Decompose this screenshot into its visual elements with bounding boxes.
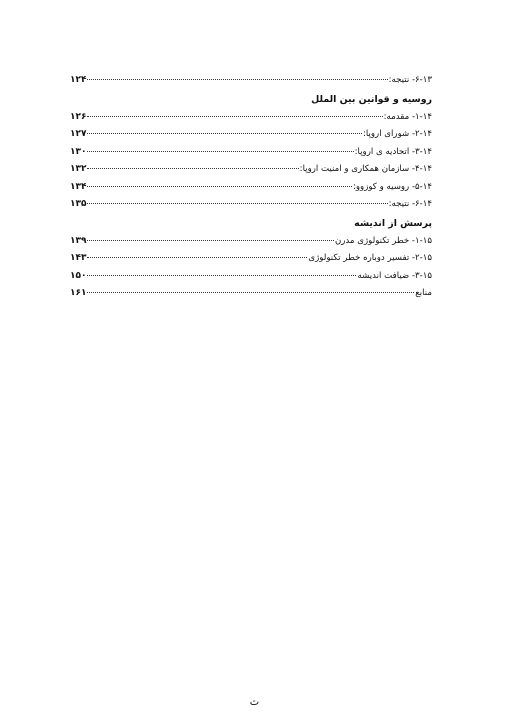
toc-entry[interactable]	[70, 196, 432, 214]
leader-dots	[87, 275, 356, 276]
toc-entry[interactable]	[70, 161, 432, 179]
toc-entry-title: ۶-۱۳- نتیجه:	[388, 75, 432, 85]
section-heading: پرسش از اندیشه	[354, 217, 432, 229]
leader-dots	[87, 240, 333, 241]
leader-dots	[87, 292, 414, 293]
toc-page-number: ۱۲۴	[70, 75, 87, 85]
toc-page-number: ۱۳۰	[70, 146, 87, 157]
toc-page-number: ۱۳۹	[70, 235, 87, 246]
toc-entry[interactable]	[70, 179, 432, 197]
toc-entry-title: ۲-۱۵- تفسیر دوباره خطر تکنولوژی	[308, 253, 432, 263]
leader-dots	[87, 151, 353, 152]
toc-page-number: ۱۳۵	[70, 199, 87, 209]
toc-entry[interactable]	[70, 72, 432, 90]
toc-entry[interactable]	[70, 250, 432, 268]
toc-page-number: ۱۳۴	[70, 181, 87, 192]
toc-entry[interactable]	[70, 109, 432, 127]
leader-dots	[87, 203, 387, 204]
toc-entry-title: ۶-۱۴- نتیجه:	[388, 199, 432, 209]
toc-page-number: ۱۴۳	[70, 253, 87, 263]
section-heading: روسیه و قوانین بین الملل	[311, 93, 432, 105]
toc-entry-title: ۳-۱۵- ضیافت اندیشه	[357, 270, 432, 281]
page-number-footer: ث	[249, 697, 260, 708]
leader-dots	[87, 133, 362, 134]
leader-dots	[87, 116, 382, 117]
leader-dots	[87, 186, 352, 187]
toc-page-number: ۱۲۶	[70, 111, 87, 122]
toc-entry-title: ۵-۱۴- روسیه و کوزوو:	[353, 181, 432, 192]
table-of-contents	[70, 72, 432, 303]
toc-entry-title: ۳-۱۴- اتحادیه ی اروپا:	[354, 146, 432, 157]
leader-dots	[87, 168, 298, 169]
toc-page-number: ۱۲۷	[70, 129, 87, 139]
toc-page-number: ۱۵۰	[70, 270, 87, 281]
toc-entry[interactable]	[70, 233, 432, 251]
toc-entry[interactable]	[70, 268, 432, 286]
leader-dots	[87, 257, 307, 258]
toc-entry[interactable]	[70, 285, 432, 303]
toc-entry[interactable]	[70, 144, 432, 162]
toc-entry-title: ۱-۱۴- مقدمه:	[383, 111, 432, 122]
toc-page-number: ۱۳۲	[70, 164, 87, 174]
toc-entry-title: ۲-۱۴- شورای اروپا:	[362, 129, 432, 139]
toc-entry-title: ۱-۱۵- خطر تکنولوژی مدرن	[334, 235, 432, 246]
toc-entry[interactable]	[70, 126, 432, 144]
toc-entry-title: ۴-۱۴- سازمان همکاری و امنیت اروپا:	[299, 164, 432, 174]
leader-dots	[87, 79, 387, 80]
toc-page-number: ۱۶۱	[70, 288, 87, 298]
toc-entry-title: منابع	[415, 288, 432, 298]
